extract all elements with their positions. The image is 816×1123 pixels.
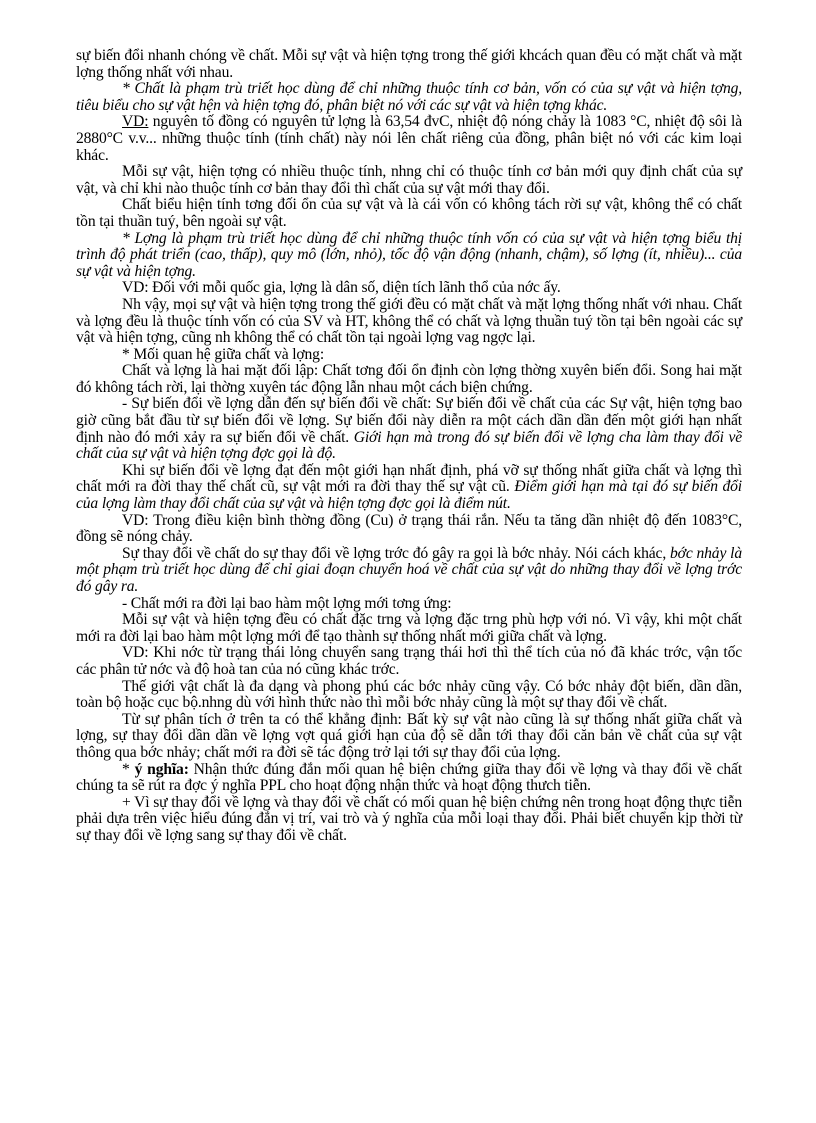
text-run: VD: Trong điều kiện bình thờng đồng (Cu) ở trạng thái rắn. Nếu ta tăng dần nhiệt độ đến 1083°C, đồng sẽ nóng chảy.: [76, 511, 742, 546]
paragraph: [76, 546, 742, 596]
text-run: VD: Đối với mỗi quốc gia, lợng là dân số, diện tích lãnh thổ của nớc ấy.: [122, 279, 561, 297]
paragraph: [76, 679, 742, 712]
paragraph: [76, 513, 742, 546]
text-run: Điểm giới hạn mà tại đó sự biến đổi của lợng làm thay đổi chất của sự vật và hiện tợng đợc gọi là điểm nút.: [76, 478, 742, 513]
paragraph: [76, 712, 742, 762]
paragraph: [76, 164, 742, 197]
text-run: Giới hạn mà trong đó sự biến đổi về lợng cha làm thay đổi về chất của sự vật và hiện tợng đợc gọi là độ.: [76, 428, 742, 463]
text-run: Chất và lợng là hai mặt đối lập: Chất tơng đối ổn định còn lợng thờng xuyên biến đổi. Song hai mặt đó không tách rời, lại thờng xuyên tác động lẫn nhau một cách biện chứng.: [76, 362, 742, 396]
text-run: * Chất là phạm trù triết học dùng để chỉ những thuộc tính cơ bản, vốn có của sự vật và hiện tợng, tiêu biểu cho sự vật hện và hiện tợng đó, phân biệt nó với các sự vật và hiện tợng khác.: [76, 80, 742, 114]
text-run: nguyên tố đồng có nguyên tử lợng là 63,54 đvC, nhiệt độ nóng chảy là 1083 °C, nhiệt độ sôi là 2880°C v.v... những thuộc tính (tính chất) này nói lên chất riêng của đồng, phân biệt nó với các kim loại khác.: [76, 113, 742, 164]
paragraph: [76, 48, 742, 81]
text-run: - Chất mới ra đời lại bao hàm một lợng mới tơng ứng:: [122, 594, 452, 612]
text-run: VD:: [122, 113, 149, 131]
text-run: Thế giới vật chất là đa dạng và phong phú các bớc nhảy cũng vậy. Có bớc nhảy đột biến, dần dần, toàn bộ hoặc cục bộ.nhng dù với hình thức nào thì mỗi bớc nhảy cũng là một sự thay đổi về chất.: [76, 677, 742, 712]
paragraph: [76, 795, 742, 845]
text-run: *: [122, 760, 135, 778]
text-run: * Lợng là phạm trù triết học dùng để chỉ những thuộc tính vốn có của sự vật và hiện tợng biểu thị trình độ phát triển (cao, thấp), quy mô (lớn, nhỏ), tốc độ vận động (nhanh, chậm), số lợng (ít, nhiều)... của sự vật và hiện tợng.: [76, 229, 742, 280]
text-run: Nh vậy, mọi sự vật và hiện tợng trong thế giới đều có mặt chất và mặt lợng thống nhất với nhau. Chất và lợng đều là thuộc tính vốn có của SV và HT, không thể có chất và lợng thuần tuý tồn tại bên ngoài các sự vật và hiện tợng, cũng nh không thể có chất tồn tại ngoài lợng vag ngợc lại.: [76, 295, 742, 347]
text-run: Mỗi sự vật và hiện tợng đều có chất đặc trng và lợng đặc trng phù hợp với nó. Vì vậy, khi một chất mới ra đời lại bao hàm một lợng mới để tạo thành sự thống nhất mới giữa chất và lợng.: [76, 611, 742, 645]
text-run: Mỗi sự vật, hiện tợng có nhiều thuộc tính, nhng chỉ có thuộc tính cơ bản mới quy định chất của sự vật, và chỉ khi nào thuộc tính cơ bản thay đổi thì chất của sự vật mới thay đổi.: [76, 163, 742, 197]
text-run: sự biến đổi nhanh chóng về chất. Mỗi sự vật và hiện tợng trong thế giới khcách quan đều có mặt chất và mặt lợng thống nhất với nhau.: [76, 47, 742, 81]
paragraph: [76, 347, 742, 364]
paragraph: [76, 81, 742, 114]
paragraph: [76, 280, 742, 297]
document-page: [76, 48, 742, 845]
paragraph: [76, 612, 742, 645]
paragraph: [76, 396, 742, 462]
text-run: Khi sự biến đổi về lợng đạt đến một giới hạn nhất định, phá vỡ sự thống nhất giữa chất và lợng thì chất mới ra đời thay thế chất cũ, sự vật mới ra đời thay thế sự vật cũ.: [76, 461, 742, 496]
paragraph: [76, 197, 742, 230]
paragraph: [76, 463, 742, 513]
text-run: Chất biểu hiện tính tơng đối ổn của sự vật và là cái vốn có không tách rời sự vật, không thể có chất tồn tại thuần tuý, bên ngoài sự vật.: [76, 196, 742, 230]
text-run: + Vì sự thay đổi về lợng và thay đổi về chất có mối quan hệ biện chứng nên trong hoạt động thực tiễn phải dựa trên việc hiểu đúng đắn vị trí, vai trò và ý nghĩa của mỗi loại thay đổi. Phải biết chuyển kịp thời từ sự thay đổi về lợng sang sự thay đổi về chất.: [76, 793, 742, 844]
paragraph: [76, 231, 742, 281]
text-run: Nhận thức đúng đắn mối quan hệ biện chứng giữa thay đổi về lợng và thay đổi về chất chúng ta sẽ rút ra đợc ý nghĩa PPL cho hoạt động nhận thức và hoạt động thưch tiễn.: [76, 760, 742, 795]
paragraph: [76, 363, 742, 396]
text-run: - Sự biến đổi về lợng dẫn đến sự biến đổi về chất: Sự biến đổi về chất của các Sự vật, hiện tợng bao giờ cũng bắt đầu từ sự biến đổi về lợng. Sự biến đổi này diễn ra một cách dần dần đến một giới hạn nhất định nào đó mới xảy ra sự biến đổi về chất.: [76, 395, 742, 446]
text-run: Từ sự phân tích ở trên ta có thể khẳng định: Bất kỳ sự vật nào cũng là sự thống nhất giữa chất và lợng, sự thay đổi dần dần về lợng vợt quá giới hạn của độ sẽ dẫn tới thay đổi căn bản về chất của sự vật thông qua bớc nhảy; chất mới ra đời sẽ tác động trở lại tới sự thay đổi của lợng.: [76, 710, 742, 761]
text-run: Sự thay đổi về chất do sự thay đổi về lợng trớc đó gây ra gọi là bớc nhảy. Nói cách khác,: [122, 544, 670, 562]
paragraph: [76, 114, 742, 164]
text-run: ý nghĩa:: [134, 760, 189, 778]
text-run: bớc nhảy là một phạm trù triết học dùng để chỉ giai đoạn chuyển hoá về chất của sự vật do những thay đổi về lợng trớc đó gây ra.: [76, 544, 742, 595]
paragraph: [76, 297, 742, 347]
paragraph: [76, 762, 742, 795]
paragraph: [76, 645, 742, 678]
text-run: * Mối quan hệ giữa chất và lợng:: [122, 345, 325, 363]
text-run: VD: Khi nớc từ trạng thái lỏng chuyển sang trạng thái hơi thì thể tích của nó đã khác trớc, vận tốc các phân tử nớc và độ hoà tan của nó cũng khác trớc.: [76, 644, 742, 678]
paragraph: [76, 596, 742, 613]
